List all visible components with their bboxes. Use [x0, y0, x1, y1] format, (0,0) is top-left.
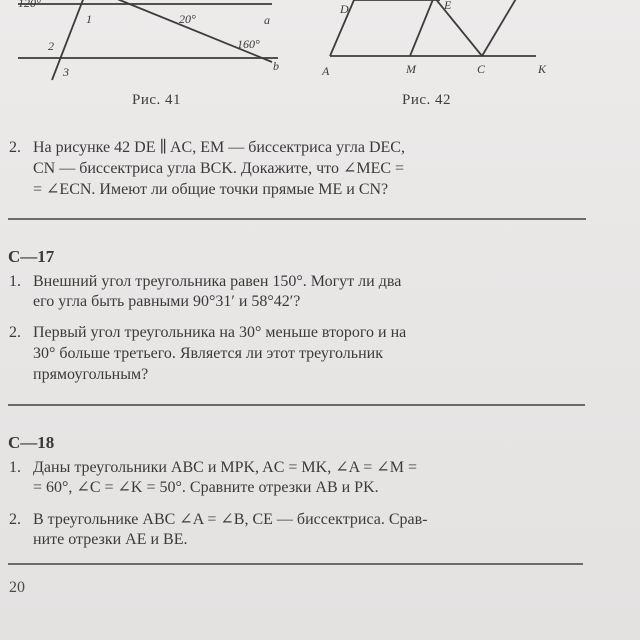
problem-line: его угла быть равными 90°31′ и 58°42′?: [33, 293, 301, 310]
problem-number: 1.: [9, 459, 21, 476]
problem-line: 30° больше третьего. Является ли этот треугольник: [33, 345, 383, 362]
segment-EM: [410, 0, 436, 56]
section-title-c18: С—18: [8, 433, 55, 452]
problem-number: 1.: [9, 273, 21, 290]
problem-line: CN — биссектриса угла BCK. Докажите, что ∠MEC =: [33, 160, 405, 177]
problem-c17-1: [9, 271, 629, 315]
problem-number: 2.: [9, 511, 21, 528]
segment-EC: [430, 0, 482, 56]
problem-fig42: [9, 137, 629, 203]
problem-line: Первый угол треугольника на 30° меньше второго и на: [33, 324, 407, 341]
label-3: 3: [63, 65, 69, 79]
page-number: 20: [9, 579, 25, 596]
divider: [8, 563, 583, 565]
label-a: a: [264, 13, 270, 27]
label-20: 20°: [179, 12, 196, 26]
label-E: E: [444, 0, 452, 12]
problem-line: ните отрезки AE и BE.: [33, 531, 188, 548]
problem-number: 2.: [9, 139, 21, 156]
label-1: 1: [86, 12, 92, 26]
label-M: M: [406, 62, 416, 76]
figure-42: [300, 0, 600, 90]
transversal-2: [100, 0, 272, 62]
label-D: D: [340, 2, 349, 16]
segment-CN: [482, 0, 520, 56]
problem-line: Внешний угол треугольника равен 150°. Могут ли два: [33, 273, 402, 290]
problem-line: = ∠ECN. Имеют ли общие точки прямые ME и CN?: [33, 181, 389, 198]
transversal-1: [52, 0, 86, 80]
problem-line: Даны треугольники ABC и MPK, AC = MK, ∠A = ∠M =: [33, 459, 417, 476]
section-title-c17: С—17: [8, 247, 55, 266]
problem-line: На рисунке 42 DE ∥ AC, EM — биссектриса угла DEC,: [33, 139, 405, 156]
figure-41-caption: Рис. 41: [132, 92, 182, 108]
problem-line: В треугольнике ABC ∠A = ∠B, CE — биссектриса. Срав-: [33, 511, 428, 528]
label-A: A: [322, 64, 330, 78]
label-120: 120°: [18, 0, 41, 10]
problem-c17-2: [9, 322, 629, 388]
divider: [8, 218, 586, 220]
problem-line: прямоугольным?: [33, 366, 149, 383]
label-2: 2: [48, 39, 54, 53]
label-K: K: [538, 62, 547, 76]
problem-number: 2.: [9, 324, 21, 341]
label-160: 160°: [237, 37, 260, 51]
label-b: b: [273, 59, 279, 73]
figure-41: [0, 0, 300, 90]
problem-c18-1: [9, 457, 629, 501]
problem-line: = 60°, ∠C = ∠K = 50°. Сравните отрезки AB и PK.: [33, 479, 379, 496]
problem-c18-2: [9, 509, 629, 553]
figure-42-caption: Рис. 42: [402, 92, 452, 108]
divider: [8, 404, 585, 406]
label-C: C: [477, 62, 486, 76]
